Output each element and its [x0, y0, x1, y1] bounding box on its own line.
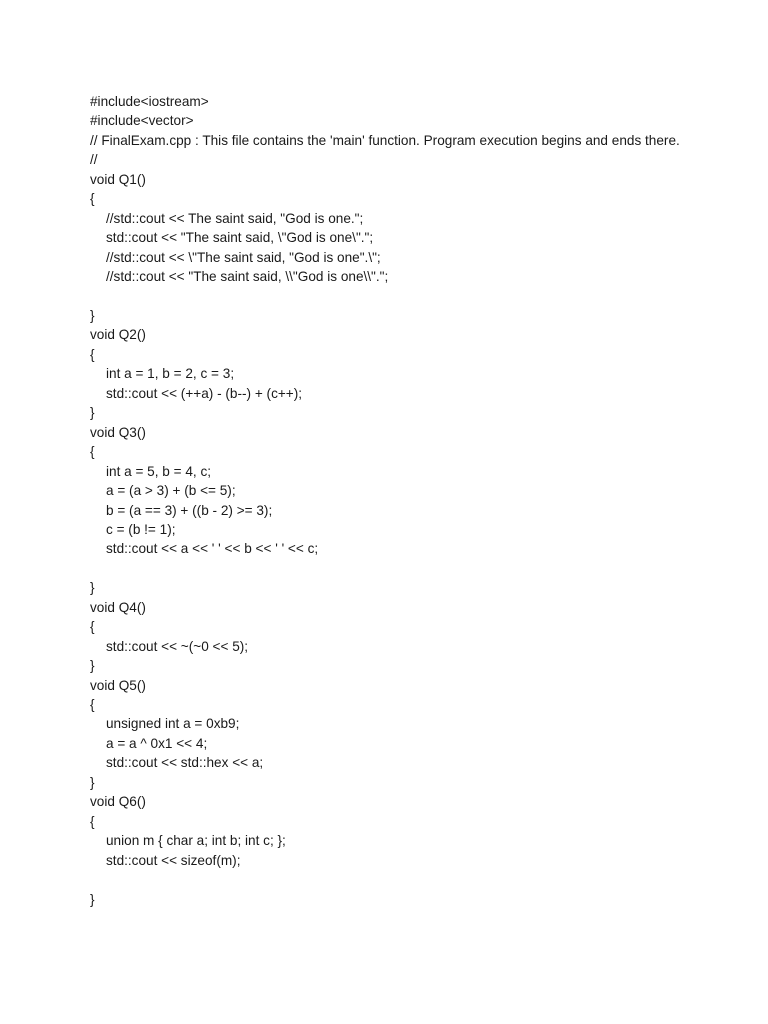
- code-line: int a = 1, b = 2, c = 3;: [106, 366, 235, 382]
- code-line: {: [90, 444, 95, 460]
- code-line: void Q1(): [90, 171, 146, 187]
- code-line: //: [90, 152, 98, 168]
- code-line: }: [90, 658, 95, 674]
- code-line: //std::cout << The saint said, "God is one.";: [106, 210, 364, 226]
- code-line: {: [90, 813, 95, 829]
- blank-line: [90, 870, 680, 889]
- code-line: c = (b != 1);: [106, 521, 176, 537]
- code-line: void Q6(): [90, 794, 146, 810]
- code-line: a = a ^ 0x1 << 4;: [106, 735, 208, 751]
- blank-line: [90, 287, 680, 306]
- code-line: int a = 5, b = 4, c;: [106, 463, 212, 479]
- code-line: }: [90, 891, 95, 907]
- code-line: //std::cout << "The saint said, \\"God is one\\".";: [106, 269, 389, 285]
- code-line: // FinalExam.cpp : This file contains the 'main' function. Program execution begins and ends there.: [90, 132, 680, 148]
- code-line: std::cout << a << ' ' << b << ' ' << c;: [106, 541, 319, 557]
- code-listing: [90, 92, 680, 909]
- code-line: }: [90, 580, 95, 596]
- code-line: a = (a > 3) + (b <= 5);: [106, 483, 236, 499]
- code-line: b = (a == 3) + ((b - 2) >= 3);: [106, 502, 273, 518]
- code-line: union m { char a; int b; int c; };: [106, 833, 286, 849]
- code-line: }: [90, 307, 95, 323]
- code-line: }: [90, 774, 95, 790]
- code-line: std::cout << std::hex << a;: [106, 755, 264, 771]
- code-line: std::cout << "The saint said, \"God is one\".";: [106, 230, 374, 246]
- code-line: void Q4(): [90, 599, 146, 615]
- code-line: {: [90, 697, 95, 713]
- code-line: #include<iostream>: [90, 94, 209, 109]
- code-line: void Q3(): [90, 424, 146, 440]
- code-line: std::cout << ~(~0 << 5);: [106, 638, 249, 654]
- code-line: #include<vector>: [90, 113, 194, 129]
- code-line: unsigned int a = 0xb9;: [106, 716, 240, 732]
- code-line: void Q2(): [90, 327, 146, 343]
- code-line: std::cout << (++a) - (b--) + (c++);: [106, 385, 303, 401]
- blank-line: [90, 559, 680, 578]
- code-line: }: [90, 405, 95, 421]
- code-line: {: [90, 619, 95, 635]
- code-line: std::cout << sizeof(m);: [106, 852, 241, 868]
- code-line: void Q5(): [90, 677, 146, 693]
- code-line: {: [90, 346, 95, 362]
- code-line: //std::cout << \"The saint said, "God is one".\";: [106, 249, 381, 265]
- code-line: {: [90, 191, 95, 207]
